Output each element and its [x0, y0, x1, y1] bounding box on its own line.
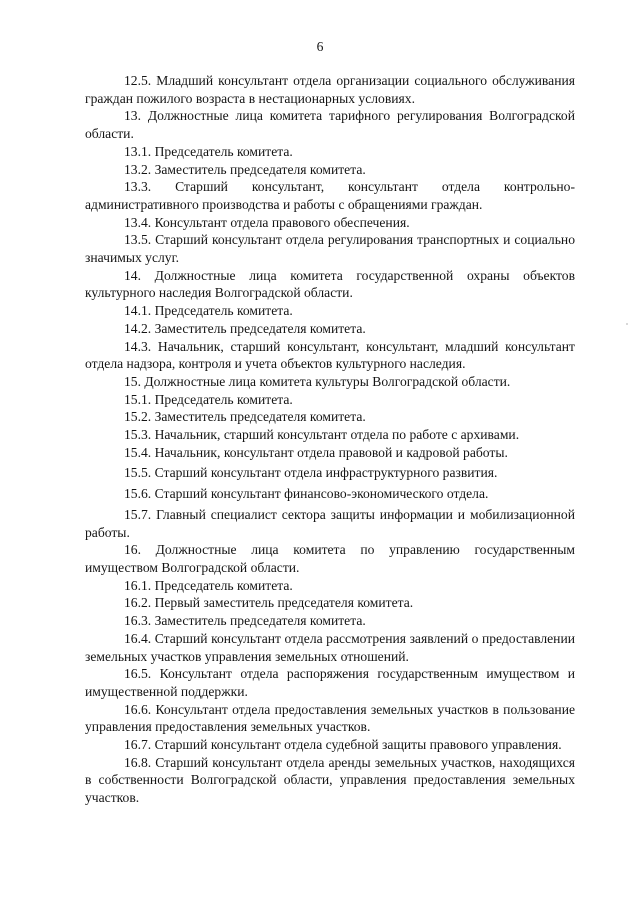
paragraph-16-6: 16.6. Консультант отдела предоставления земельных участков в пользование управления предоставления земельных участков. — [85, 701, 575, 735]
paragraph-13-1: 13.1. Председатель комитета. — [124, 143, 293, 159]
paragraph-15: 15. Должностные лица комитета культуры Волгоградской области. — [124, 373, 511, 389]
paragraph-15-3: 15.3. Начальник, старший консультант отдела по работе с архивами. — [124, 427, 520, 443]
paragraph-15-6: 15.6. Старший консультант финансово-экономического отдела. — [124, 486, 489, 502]
paragraph-14: 14. Должностные лица комитета государственной охраны объектов культурного наследия Волгоградской области. — [85, 267, 575, 301]
paragraph-16-4: 16.4. Старший консультант отдела рассмотрения заявлений о предоставлении земельных участков управления земельных отношений. — [85, 630, 575, 664]
paragraph-13-2: 13.2. Заместитель председателя комитета. — [124, 161, 366, 177]
paragraph-15-5: 15.5. Старший консультант отдела инфраструктурного развития. — [124, 465, 498, 481]
paragraph-13-3: 13.3. Старший консультант, консультант отдела контрольно-административного производства и работы с обращениями граждан. — [85, 179, 575, 212]
paragraph-15-7: 15.7. Главный специалист сектора защиты информации и мобилизационной работы. — [85, 506, 575, 540]
paragraph-16-2: 16.2. Первый заместитель председателя комитета. — [124, 595, 414, 611]
paragraph-14-2: 14.2. Заместитель председателя комитета. — [124, 320, 366, 336]
paragraph-13-5: 13.5. Старший консультант отдела регулирования транспортных и социально значимых услуг. — [85, 232, 575, 266]
paragraph-16-7: 16.7. Старший консультант отдела судебной защиты правового управления. — [124, 737, 562, 753]
paragraph-12-5: 12.5. Младший консультант отдела организации социального обслуживания граждан пожилого возраста в нестационарных условиях. — [85, 73, 575, 106]
scan-speck — [626, 323, 628, 325]
paragraph-14-3: 14.3. Начальник, старший консультант, консультант, младший консультант отдела надзора, контроля и учета объектов культурного наследия. — [85, 338, 575, 372]
paragraph-13: 13. Должностные лица комитета тарифного регулирования Волгоградской области. — [85, 108, 575, 142]
paragraph-15-4: 15.4. Начальник, консультант отдела правовой и кадровой работы. — [124, 444, 508, 460]
paragraph-16-1: 16.1. Председатель комитета. — [124, 577, 293, 593]
paragraph-13-4: 13.4. Консультант отдела правового обеспечения. — [124, 214, 410, 230]
paragraph-16-8: 16.8. Старший консультант отдела аренды земельных участков, находящихся в собственности Волгоградской области, управления предоставления земельных участков. — [85, 754, 575, 806]
paragraph-16: 16. Должностные лица комитета по управлению государственным имуществом Волгоградской области. — [85, 542, 575, 575]
paragraph-14-1: 14.1. Председатель комитета. — [124, 303, 293, 319]
document-body — [85, 72, 575, 807]
paragraph-16-5: 16.5. Консультант отдела распоряжения государственным имуществом и имущественной поддержки. — [85, 666, 575, 699]
paragraph-15-2: 15.2. Заместитель председателя комитета. — [124, 409, 366, 425]
paragraph-15-1: 15.1. Председатель комитета. — [124, 391, 293, 407]
page-number: 6 — [316, 39, 324, 54]
paragraph-16-3: 16.3. Заместитель председателя комитета. — [124, 613, 366, 629]
